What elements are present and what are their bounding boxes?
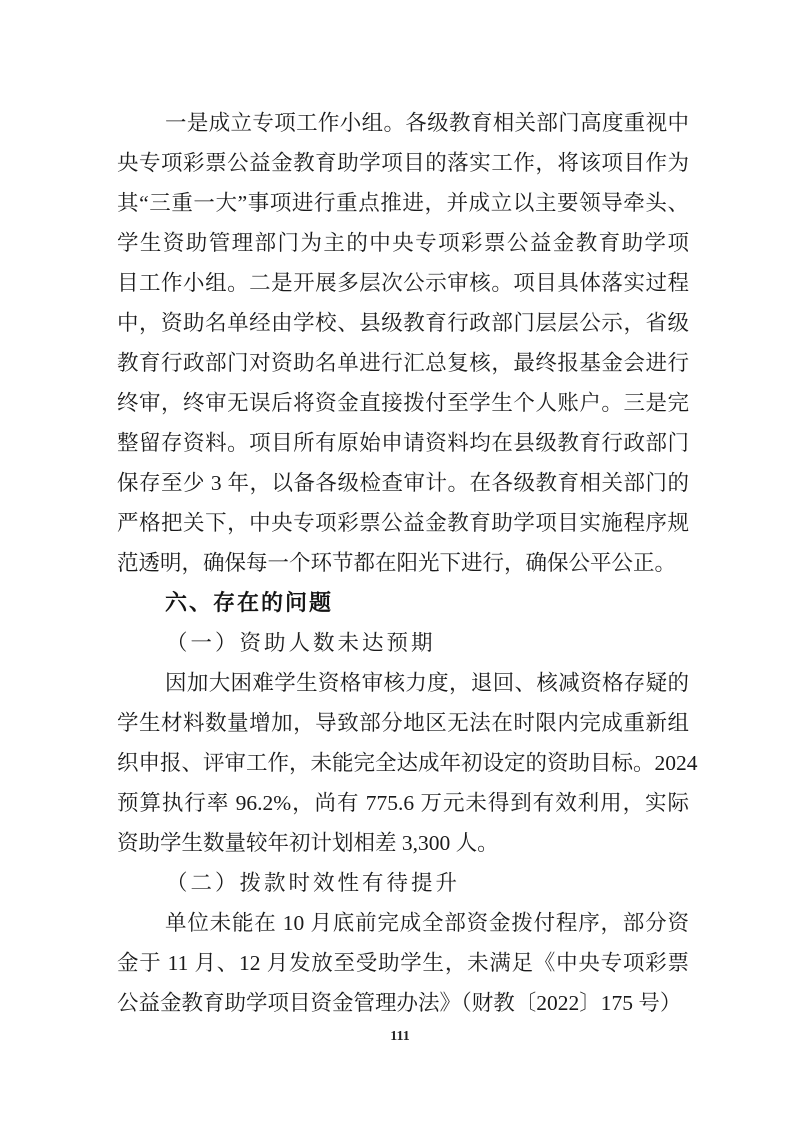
text-line: 整留存资料。项目所有原始申请资料均在县级教育行政部门 (117, 431, 689, 455)
subsection-heading-funding-shortfall: （一）资助人数未达预期 (166, 631, 436, 655)
text-line: 金于 11 月、12 月发放至受助学生，未满足《中央专项彩票 (117, 951, 689, 975)
text-line: 学生材料数量增加，导致部分地区无法在时限内完成重新组 (117, 711, 689, 735)
paragraph-funding-shortfall (117, 663, 698, 863)
text-line: 其“三重一大”事项进行重点推进，并成立以主要领导牵头、 (117, 191, 689, 215)
paragraph-safeguard-measures (117, 103, 689, 583)
text-line: 终审，终审无误后将资金直接拨付至学生个人账户。三是完 (117, 391, 689, 415)
text-line: 学生资助管理部门为主的中央专项彩票公益金教育助学项 (117, 231, 689, 255)
text-line: 教育行政部门对资助名单进行汇总复核，最终报基金会进行 (117, 351, 689, 375)
text-line: 一是成立专项工作小组。各级教育相关部门高度重视中 (165, 111, 689, 135)
text-line: 织申报、评审工作，未能完全达成年初设定的资助目标。2024 (117, 751, 698, 775)
text-line: 公益金教育助学项目资金管理办法》（财教〔2022〕175 号） (117, 991, 682, 1015)
page-number: 111 (390, 1029, 410, 1044)
paragraph-disbursement-timeliness (117, 903, 689, 1023)
text-line: 范透明，确保每一个环节都在阳光下进行，确保公平公正。 (117, 551, 677, 575)
text-line: 因加大困难学生资格审核力度，退回、核减资格存疑的 (165, 671, 689, 695)
text-line: 单位未能在 10 月底前完成全部资金拨付程序，部分资 (165, 911, 689, 935)
text-line: 保存至少 3 年，以备各级检查审计。在各级教育相关部门的 (117, 471, 689, 495)
subsection-heading-disbursement-timeliness: （二）拨款时效性有待提升 (166, 871, 461, 895)
text-line: 中，资助名单经由学校、县级教育行政部门层层公示，省级 (117, 311, 689, 335)
text-line: 央专项彩票公益金教育助学项目的落实工作，将该项目作为 (117, 151, 689, 175)
page-body (117, 103, 698, 1023)
text-line: 资助学生数量较年初计划相差 3,300 人。 (117, 831, 499, 855)
text-line: 严格把关下，中央专项彩票公益金教育助学项目实施程序规 (117, 511, 689, 535)
text-line: 预算执行率 96.2%，尚有 775.6 万元未得到有效利用，实际 (117, 791, 689, 815)
text-line: 目工作小组。二是开展多层次公示审核。项目具体落实过程 (117, 271, 689, 295)
section-heading-problems: 六、存在的问题 (165, 590, 334, 615)
